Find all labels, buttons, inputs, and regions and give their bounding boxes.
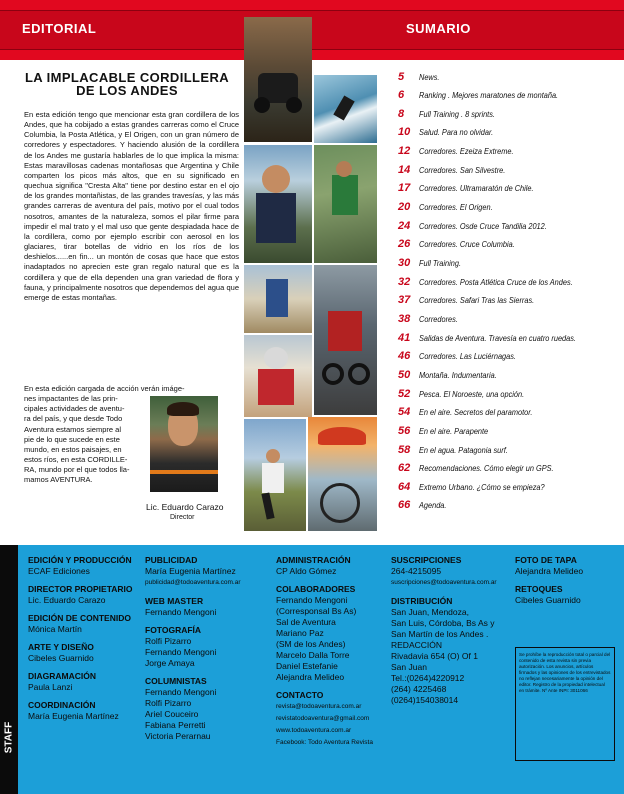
contacto-heading: CONTACTO [276,690,324,700]
toc-title: Salidas de Aventura. Travesía en cuatro ruedas. [419,334,576,343]
colaborador-line: Fernando Mengoni [276,595,348,605]
toc-page-number: 46 [398,350,411,362]
redaccion-line: REDACCIÓN [391,640,443,650]
staff-column-3 [276,555,388,749]
toc-page-number: 52 [398,388,411,400]
colaborador-line: (SM de los Andes) [276,639,346,649]
retoques-value: Cibeles Guarnido [515,595,581,605]
colaborador-line: Sal de Aventura [276,617,336,627]
toc-title: Full Training. [419,259,462,268]
redaccion-line: (0264)154038014 [391,695,459,705]
staff-role-heading: EDICIÓN DE CONTENIDO [28,613,131,623]
contacto-facebook[interactable]: Facebook: Todo Aventura Revista [276,739,373,746]
toc-page-number: 54 [398,406,411,418]
toc-page-number: 50 [398,369,411,381]
toc-page-number: 38 [398,313,411,325]
webmaster-heading: WEB MASTER [145,596,204,606]
toc-page-number: 56 [398,425,411,437]
toc-title: Ranking . Mejores maratones de montaña. [419,91,559,100]
editorial-line: estos ríos, en esta CORDILLE- [24,455,128,465]
photo-surf [314,75,377,143]
toc-title: Agenda. [419,501,447,510]
toc-title: Corredores. Posta Atlética Cruce de los Andes. [419,278,573,287]
distribucion-line: San Martín de los Andes . [391,629,489,639]
toc-page-number: 14 [398,164,411,176]
portrait-hair [167,402,199,416]
suscripciones-heading: SUSCRIPCIONES [391,555,462,565]
toc-title: Pesca. El Noroeste, una opción. [419,390,525,399]
editorial-line: Aventura estamos siempre al [24,424,121,434]
editorial-line: mamos AVENTURA. [24,475,93,485]
toc-page-number: 64 [398,481,411,493]
toc-page-number: 10 [398,126,411,138]
toc-page-number: 12 [398,145,411,157]
staff-role-value: Lic. Eduardo Carazo [28,595,106,605]
foto-tapa-value: Alejandra Melideo [515,566,584,576]
toc-title: News. [419,73,440,82]
director-portrait [150,396,218,492]
photo-cyclist [244,335,312,417]
editorial-line: En esta edición cargada de acción verán imáge- [24,384,185,393]
colaboradores-heading: COLABORADORES [276,584,356,594]
editorial-title-line2: DE LOS ANDES [76,83,178,98]
toc-title: En el aire. Secretos del paramotor. [419,408,533,417]
foto-tapa-heading: FOTO DE TAPA [515,555,577,565]
toc-page-number: 5 [398,71,405,83]
staff-role-value: María Eugenia Martínez [28,711,119,721]
contacto-website[interactable]: www.todoaventura.com.ar [276,727,352,734]
editorial-line: RA, mundo por el que todos lla- [24,465,130,475]
fotografia-heading: FOTOGRAFÍA [145,625,202,635]
publicidad-email[interactable]: publicidad@todoaventura.com.ar [145,579,241,586]
photo-runner-1 [244,145,312,263]
toc-title: Corredores. San Silvestre. [419,166,506,175]
toc-page-number: 32 [398,276,411,288]
suscripciones-phone: 264-4215095 [391,566,442,576]
redaccion-line: San Juan [391,662,427,672]
photo-paraglider [308,417,377,531]
fotografia-name: Rolfi Pizarro [145,636,192,646]
toc-title: En el aire. Parapente [419,427,489,436]
editorial-line: cipales actividades de aventu- [24,404,125,414]
editorial-line: ra del país, y que desde Todo [24,414,123,424]
toc-title: Corredores. Las Luciérnagas. [419,352,516,361]
toc-page-number: 24 [398,220,411,232]
toc-page-number: 30 [398,257,411,269]
retoques-heading: RETOQUES [515,584,563,594]
toc-title: Corredores. Ultramaratón de Chile. [419,184,534,193]
photo-collage [244,17,377,531]
toc-title: En el agua. Patagonia surf. [419,446,508,455]
photo-runner-2 [244,265,312,333]
editorial-line: pie de lo que sucede en este [24,434,120,444]
distribucion-line: San Juan, Mendoza, [391,607,469,617]
distribucion-heading: DISTRIBUCIÓN [391,596,453,606]
staff-role-heading: ARTE Y DISEÑO [28,642,94,652]
toc-page-number: 62 [398,462,411,474]
toc-page-number: 20 [398,201,411,213]
toc-title: Extremo Urbano. ¿Cómo se empieza? [419,483,545,492]
editorial-title [22,71,232,97]
toc-title: Salud. Para no olvidar. [419,128,494,137]
toc-page-number: 17 [398,182,411,194]
contacto-email[interactable]: revistatodoaventura@gmail.com [276,715,370,722]
publicidad-value: María Eugenia Martínez [145,566,236,576]
colaborador-line: (Corresponsal Bs As) [276,606,357,616]
toc-title: Corredores. [419,315,458,324]
redaccion-line: (264) 4225468 [391,684,447,694]
columnista-name: Fabiana Perretti [145,720,206,730]
redaccion-line: Tel.:(0264)4220912 [391,673,465,683]
staff-column-2 [145,555,273,742]
toc-title: Corredores. Cruce Columbia. [419,240,515,249]
fotografia-name: Jorge Amaya [145,658,195,668]
columnistas-heading: COLUMNISTAS [145,676,207,686]
toc-title: Corredores. Safari Tras las Sierras. [419,296,535,305]
staff-role-heading: COORDINACIÓN [28,700,96,710]
photo-climber [314,145,377,263]
administracion-heading: ADMINISTRACIÓN [276,555,351,565]
suscripciones-email[interactable]: suscripciones@todoaventura.com.ar [391,579,497,586]
staff-tab-label: STAFF [3,721,15,754]
staff-role-heading: DIRECTOR PROPIETARIO [28,584,133,594]
signature-role: Director [170,514,195,521]
webmaster-value: Fernando Mengoni [145,607,217,617]
colaborador-line: Mariano Paz [276,628,324,638]
editorial-line: nes impactantes de las prin- [24,394,118,404]
toc-page-number: 8 [398,108,405,120]
sumario-heading: SUMARIO [406,21,471,36]
toc-page-number: 58 [398,444,411,456]
photo-trail-runner [244,419,306,531]
colaborador-line: Alejandra Melideo [276,672,345,682]
staff-role-heading: EDICIÓN Y PRODUCCIÓN [28,555,132,565]
distribucion-line: San Luis, Córdoba, Bs As y [391,618,495,628]
staff-role-value: Mónica Martín [28,624,82,634]
toc-page-number: 6 [398,89,405,101]
staff-column-5 [515,555,619,606]
columnista-name: Fernando Mengoni [145,687,217,697]
staff-column-1 [28,555,138,722]
photo-atv [244,17,312,142]
staff-role-value: Cibeles Guarnido [28,653,94,663]
legal-notice: Se prohíbe la reproducción total o parcial del contenido de esta revista sin previa autorización. Los anuncios, artículos firmados y las opiniones de los entrevistados no reflejan necesariamente la opinión del editor. Registro de la propiedad intelectual en trámite. Nº Ante INPI: 3011066 [515,647,615,761]
staff-role-heading: DIAGRAMACIÓN [28,671,96,681]
toc-title: Montaña. Indumentaria. [419,371,497,380]
toc-page-number: 41 [398,332,411,344]
staff-role-value: Paula Lanzi [28,682,73,692]
staff-column-4 [391,555,511,706]
toc-title: Corredores. El Origen. [419,203,493,212]
toc-title: Recomendaciones. Cómo elegir un GPS. [419,464,554,473]
toc-title: Full Training . 8 sprints. [419,110,495,119]
portrait-jacket-stripe [150,470,218,474]
publicidad-heading: PUBLICIDAD [145,555,198,565]
columnista-name: Victoria Perarnau [145,731,211,741]
editorial-body: En esta edición tengo que mencionar esta gran cordillera de los Andes, que ha cobijado a estas grandes carreras como el Cruce Columbia, la Posta Atlética, y El Origen, con un gran número de corredores y espectadores. Y haciendo alusión de la cordillera de los Andes me gustaría hablarles de lo que implica la misma: Estas maravillosas cadenas montañosas que Argentina y Chile comparten los picos más altos, que en su significado en quechua significa "Cresta Alta" tiene por destino estar en el ojo de los grandes montañistas, de las grandes travesías, y las más grandes carreras de aventura del país, motivo por el cual todos nosotros, amantes de la naturaleza, somos el pilar firme para impedir el mal trato y el mal uso que gente despiadada hace de la cordillera, como por ejemplo escribir con aerosol en los glaciares, tirar botellas de vidrio en los ríos de los deshielos......en fin... un montón de cosas que hace que estos inadaptados no aprecien este gran regalo natural que es la cordillera y que de ella dependen una gran variedad de flora y fauna, y principalmente nosotros que dependemos del agua que emerge de estas montañas. [24,110,239,302]
editorial-heading: EDITORIAL [22,21,97,36]
administracion-value: CP Aldo Gómez [276,566,337,576]
columnista-name: Ariel Couceiro [145,709,199,719]
editorial-line: mundo, en estos paisajes, en [24,444,122,454]
toc-title: Corredores. Osde Cruce Tandilia 2012. [419,222,547,231]
signature-name: Lic. Eduardo Carazo [146,502,224,512]
staff-role-value: ECAF Ediciones [28,566,90,576]
toc-title: Corredores. Ezeiza Extreme. [419,147,514,156]
contacto-email[interactable]: revista@todoaventura.com.ar [276,703,362,710]
redaccion-line: Rivadavia 654 (O) Of 1 [391,651,478,661]
colaborador-line: Marcelo Dalla Torre [276,650,350,660]
columnista-name: Rolfi Pizarro [145,698,192,708]
editorial-title-line1: LA IMPLACABLE CORDILLERA [24,70,230,85]
toc-page-number: 26 [398,238,411,250]
fotografia-name: Fernando Mengoni [145,647,217,657]
toc-page-number: 37 [398,294,411,306]
toc-page-number: 66 [398,499,411,511]
photo-motocross [314,265,377,415]
colaborador-line: Daniel Estefanie [276,661,338,671]
